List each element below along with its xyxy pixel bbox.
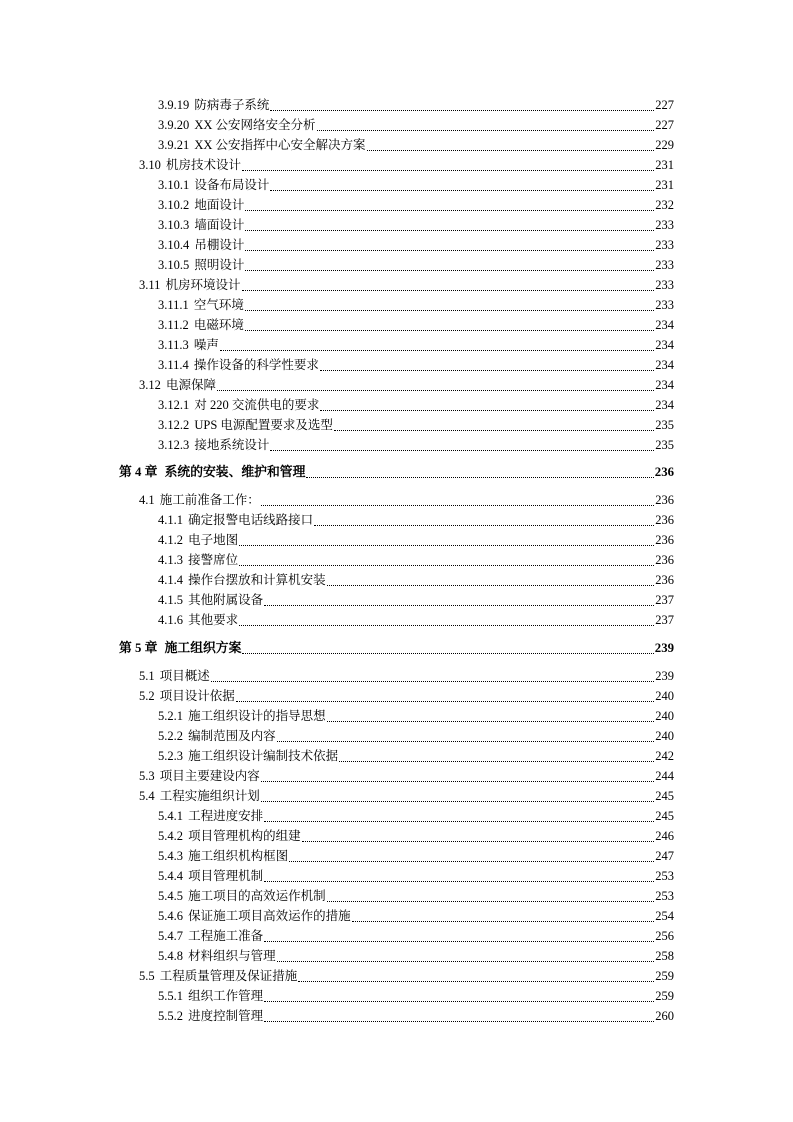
toc-page-number: 233 (655, 278, 674, 292)
toc-entry-label (158, 355, 319, 375)
toc-entry-number: 3.11.4 (158, 358, 189, 372)
toc-entry-number: 4.1.6 (158, 613, 183, 627)
toc-entry-label (158, 435, 269, 455)
toc-entry-number: 3.11.3 (158, 338, 189, 352)
toc-entry-title: 施工组织方案 (164, 641, 242, 655)
toc-page-number: 244 (655, 769, 674, 783)
toc-entry-title: 确定报警电话线路接口 (188, 513, 314, 527)
toc-entry-number: 3.12.1 (158, 398, 190, 412)
toc-entry-title: 地面设计 (194, 198, 245, 212)
toc-entry-label (139, 966, 297, 986)
toc-page-number: 245 (655, 789, 674, 803)
toc-entry-number: 5.2 (139, 689, 155, 703)
toc-entry-title: 机房环境设计 (165, 278, 241, 292)
toc-page-number: 245 (655, 809, 674, 823)
toc-entry-number: 5.4.1 (158, 809, 183, 823)
toc-entry-label (158, 395, 319, 415)
toc-entry-title: 其他要求 (188, 613, 239, 627)
toc-page-number: 259 (655, 969, 674, 983)
toc-entry[interactable] (158, 906, 674, 926)
toc-dot-leader (245, 230, 654, 231)
toc-entry-label (158, 806, 263, 826)
toc-dot-leader (242, 170, 654, 171)
toc-entry-title: 设备布局设计 (194, 178, 270, 192)
toc-entry-title: 墙面设计 (194, 218, 245, 232)
toc-entry-label (158, 510, 313, 530)
toc-dot-leader (302, 841, 655, 842)
toc-page-number: 240 (655, 709, 674, 723)
toc-entry-number: 4.1.2 (158, 533, 183, 547)
toc-page-number: 239 (655, 669, 674, 683)
toc-entry[interactable] (139, 786, 674, 806)
toc-entry-title: 进度控制管理 (188, 1009, 264, 1023)
toc-dot-leader (327, 901, 655, 902)
toc-page-number: 253 (655, 869, 674, 883)
toc-entry-number: 5.4.2 (158, 829, 183, 843)
toc-dot-leader (264, 821, 654, 822)
toc-page-number: 258 (655, 949, 674, 963)
toc-entry-title: 操作设备的科学性要求 (193, 358, 319, 372)
toc-dot-leader (320, 410, 654, 411)
toc-entry-label (158, 115, 316, 135)
toc-entry[interactable] (139, 686, 674, 706)
toc-entry[interactable] (158, 95, 674, 115)
toc-page-number: 254 (655, 909, 674, 923)
toc-entry-number: 3.9.20 (158, 118, 190, 132)
toc-entry-title: 材料组织与管理 (188, 949, 276, 963)
toc-dot-leader (245, 250, 654, 251)
toc-entry-number: 4.1.1 (158, 513, 183, 527)
toc-dot-leader (242, 653, 653, 654)
toc-entry-label (139, 490, 260, 510)
toc-entry-label (158, 215, 244, 235)
toc-entry-title: 其他附属设备 (188, 593, 264, 607)
toc-page-number: 260 (655, 1009, 674, 1023)
toc-entry-number: 3.10.2 (158, 198, 190, 212)
toc-entry-number: 第 4 章 (119, 465, 158, 479)
toc-entry-label (158, 886, 326, 906)
toc-dot-leader (270, 190, 654, 191)
toc-entry[interactable] (158, 590, 674, 610)
toc-entry-title: 项目设计依据 (159, 689, 235, 703)
toc-entry-number: 3.12 (139, 378, 161, 392)
toc-entry-label (158, 946, 276, 966)
toc-entry-number: 4.1.5 (158, 593, 183, 607)
toc-dot-leader (327, 721, 655, 722)
toc-page-number: 234 (655, 398, 674, 412)
toc-page-number: 234 (655, 318, 674, 332)
toc-dot-leader (320, 370, 654, 371)
toc-entry-title: 噪声 (193, 338, 219, 352)
toc-page-number: 239 (654, 641, 674, 655)
toc-entry-number: 3.11.2 (158, 318, 189, 332)
toc-entry[interactable] (158, 415, 674, 435)
toc-dot-leader (264, 1001, 654, 1002)
toc-entry-title: 编制范围及内容 (188, 729, 276, 743)
toc-entry-title: 吊棚设计 (194, 238, 245, 252)
toc-page-number: 235 (655, 438, 674, 452)
toc-entry-number: 5.4.4 (158, 869, 183, 883)
toc-dot-leader (245, 330, 654, 331)
toc-page-number: 231 (655, 178, 674, 192)
toc-entry-title: 工程施工准备 (188, 929, 264, 943)
toc-entry-number: 3.10 (139, 158, 161, 172)
toc-entry[interactable] (139, 490, 674, 510)
toc-entry-title: 项目主要建设内容 (159, 769, 260, 783)
toc-page-number: 253 (655, 889, 674, 903)
toc-entry-number: 5.4.7 (158, 929, 183, 943)
toc-chapter-entry[interactable] (119, 638, 674, 658)
toc-dot-leader (245, 310, 654, 311)
toc-page-number: 233 (655, 298, 674, 312)
toc-entry[interactable] (158, 255, 674, 275)
toc-entry-label (158, 986, 263, 1006)
toc-entry[interactable] (158, 886, 674, 906)
toc-entry-label (139, 666, 210, 686)
toc-entry-title: 操作台摆放和计算机安装 (188, 573, 326, 587)
toc-entry-number: 5.3 (139, 769, 155, 783)
toc-entry-label (158, 335, 219, 355)
toc-entry[interactable] (158, 315, 674, 335)
toc-entry[interactable] (158, 235, 674, 255)
toc-entry[interactable] (158, 726, 674, 746)
toc-entry-number: 3.12.3 (158, 438, 190, 452)
toc-page-number: 240 (655, 729, 674, 743)
toc-entry[interactable] (158, 530, 674, 550)
toc-entry-title: 施工组织设计编制技术依据 (188, 749, 339, 763)
toc-dot-leader (264, 941, 654, 942)
toc-dot-leader (245, 270, 654, 271)
toc-entry-title: 电源保障 (166, 378, 217, 392)
toc-page-number: 234 (655, 358, 674, 372)
toc-entry-title: 接警席位 (188, 553, 239, 567)
toc-entry-title: 项目管理机构的组建 (188, 829, 301, 843)
toc-entry-title: 对 220 交流供电的要求 (194, 398, 320, 412)
toc-dot-leader (352, 921, 655, 922)
toc-page-number: 236 (655, 513, 674, 527)
toc-entry[interactable] (158, 115, 674, 135)
toc-entry-label (139, 375, 216, 395)
toc-dot-leader (261, 801, 654, 802)
toc-dot-leader (239, 545, 654, 546)
toc-entry[interactable] (158, 746, 674, 766)
toc-page-number: 234 (655, 338, 674, 352)
toc-dot-leader (277, 961, 655, 962)
toc-entry-number: 3.11 (139, 278, 161, 292)
toc-entry[interactable] (139, 766, 674, 786)
toc-entry-label (158, 255, 244, 275)
toc-entry[interactable] (158, 215, 674, 235)
toc-entry-number: 5.4.8 (158, 949, 183, 963)
toc-page-number: 232 (655, 198, 674, 212)
toc-page-number: 227 (655, 118, 674, 132)
toc-entry-number: 5.1 (139, 669, 155, 683)
toc-entry-number: 5.2.1 (158, 709, 183, 723)
toc-entry-number: 4.1 (139, 493, 155, 507)
toc-entry-label (158, 706, 326, 726)
toc-entry-title: XX 公安网络安全分析 (194, 118, 316, 132)
toc-entry[interactable] (158, 175, 674, 195)
toc-dot-leader (264, 881, 654, 882)
toc-entry-number: 3.9.19 (158, 98, 190, 112)
toc-dot-leader (264, 605, 654, 606)
toc-entry-number: 3.10.5 (158, 258, 190, 272)
toc-page-number: 234 (655, 378, 674, 392)
toc-entry-title: 项目概述 (159, 669, 210, 683)
toc-entry-title: 系统的安装、维护和管理 (164, 465, 306, 479)
toc-entry[interactable] (158, 866, 674, 886)
toc-dot-leader (367, 150, 655, 151)
toc-entry-number: 3.10.4 (158, 238, 190, 252)
toc-entry-number: 3.10.3 (158, 218, 190, 232)
toc-dot-leader (261, 781, 654, 782)
toc-page-number: 231 (655, 158, 674, 172)
toc-dot-leader (239, 565, 654, 566)
toc-dot-leader (314, 525, 654, 526)
toc-entry[interactable] (158, 846, 674, 866)
toc-entry[interactable] (158, 806, 674, 826)
toc-page-number: 236 (655, 533, 674, 547)
toc-entry-title: 电子地图 (188, 533, 239, 547)
toc-entry[interactable] (158, 355, 674, 375)
toc-entry-title: 照明设计 (194, 258, 245, 272)
toc-page-number: 242 (655, 749, 674, 763)
toc-entry-label (158, 726, 276, 746)
toc-entry[interactable] (158, 706, 674, 726)
toc-entry-label (158, 610, 238, 630)
toc-dot-leader (327, 585, 655, 586)
toc-entry-number: 3.10.1 (158, 178, 190, 192)
toc-entry-number: 5.5.2 (158, 1009, 183, 1023)
toc-entry-number: 3.9.21 (158, 138, 190, 152)
toc-entry-title: 工程进度安排 (188, 809, 264, 823)
toc-entry-label (119, 462, 305, 482)
toc-entry-label (139, 155, 241, 175)
toc-page-number: 236 (654, 465, 674, 479)
toc-entry-title: 接地系统设计 (194, 438, 270, 452)
toc-chapter-entry[interactable] (119, 462, 674, 482)
toc-entry[interactable] (139, 275, 674, 295)
toc-entry-label (158, 295, 244, 315)
toc-entry-title: 组织工作管理 (188, 989, 264, 1003)
toc-page-number: 246 (655, 829, 674, 843)
toc-entry-label (158, 906, 351, 926)
toc-page-number: 233 (655, 258, 674, 272)
toc-entry-label (139, 786, 260, 806)
toc-entry-label (139, 686, 235, 706)
toc-entry[interactable] (158, 570, 674, 590)
toc-entry[interactable] (158, 295, 674, 315)
toc-entry-label (158, 315, 244, 335)
toc-entry-label (139, 275, 241, 295)
toc-dot-leader (217, 390, 654, 391)
toc-entry[interactable] (158, 926, 674, 946)
toc-dot-leader (242, 290, 655, 291)
toc-dot-leader (298, 981, 654, 982)
toc-entry-title: 施工组织设计的指导思想 (188, 709, 326, 723)
toc-dot-leader (211, 681, 654, 682)
toc-page-number: 233 (655, 238, 674, 252)
toc-entry-label (158, 175, 269, 195)
toc-entry[interactable] (158, 1006, 674, 1026)
toc-entry-label (158, 866, 263, 886)
toc-entry-label (158, 195, 244, 215)
toc-entry[interactable] (158, 826, 674, 846)
toc-entry[interactable] (139, 375, 674, 395)
toc-dot-leader (277, 741, 655, 742)
toc-entry[interactable] (158, 550, 674, 570)
toc-entry-label (158, 95, 269, 115)
toc-entry-number: 5.5 (139, 969, 155, 983)
toc-entry-title: 施工前准备工作： (159, 493, 260, 507)
toc-entry[interactable] (139, 666, 674, 686)
toc-entry-label (139, 766, 260, 786)
toc-dot-leader (245, 210, 654, 211)
toc-dot-leader (239, 625, 654, 626)
toc-entry-title: 机房技术设计 (166, 158, 242, 172)
toc-dot-leader (317, 130, 655, 131)
toc-entry-number: 5.5.1 (158, 989, 183, 1003)
toc-entry-title: 电磁环境 (193, 318, 244, 332)
toc-page-number: 236 (655, 573, 674, 587)
toc-entry-title: 工程实施组织计划 (159, 789, 260, 803)
toc-entry-title: 空气环境 (193, 298, 244, 312)
toc-entry[interactable] (158, 395, 674, 415)
toc-entry-number: 5.2.2 (158, 729, 183, 743)
toc-entry-label (158, 926, 263, 946)
toc-entry-number: 4.1.4 (158, 573, 183, 587)
toc-entry-label (158, 550, 238, 570)
toc-page-number: 259 (655, 989, 674, 1003)
toc-entry-number: 5.4.3 (158, 849, 183, 863)
toc-entry-number: 5.2.3 (158, 749, 183, 763)
toc-page-number: 247 (655, 849, 674, 863)
toc-page-number: 236 (655, 553, 674, 567)
toc-entry-number: 3.11.1 (158, 298, 189, 312)
toc-entry-label (158, 415, 333, 435)
toc-dot-leader (339, 761, 654, 762)
toc-entry-title: 施工组织机构框图 (188, 849, 289, 863)
toc-entry-label (119, 638, 241, 658)
toc-entry[interactable] (139, 155, 674, 175)
toc-entry-title: XX 公安指挥中心安全解决方案 (194, 138, 366, 152)
toc-entry-title: UPS 电源配置要求及选型 (194, 418, 333, 432)
toc-dot-leader (236, 701, 654, 702)
toc-entry-label (158, 235, 244, 255)
toc-dot-leader (270, 110, 654, 111)
toc-dot-leader (289, 861, 654, 862)
toc-page-number: 240 (655, 689, 674, 703)
toc-entry-label (158, 570, 326, 590)
toc-entry[interactable] (158, 986, 674, 1006)
toc-entry-label (158, 826, 301, 846)
toc-entry-number: 5.4.5 (158, 889, 183, 903)
toc-entry-title: 项目管理机制 (188, 869, 264, 883)
toc-entry-title: 保证施工项目高效运作的措施 (188, 909, 351, 923)
toc-dot-leader (270, 450, 654, 451)
toc-entry[interactable] (158, 610, 674, 630)
toc-entry-number: 4.1.3 (158, 553, 183, 567)
toc-entry-label (158, 135, 366, 155)
toc-entry-label (158, 746, 338, 766)
toc-dot-leader (264, 1021, 654, 1022)
toc-page-number: 236 (655, 493, 674, 507)
toc-entry-number: 第 5 章 (119, 641, 158, 655)
toc-entry[interactable] (158, 195, 674, 215)
toc-entry-number: 5.4.6 (158, 909, 183, 923)
toc-dot-leader (261, 505, 654, 506)
toc-page-number: 256 (655, 929, 674, 943)
toc-page-number: 227 (655, 98, 674, 112)
toc-entry-title: 工程质量管理及保证措施 (159, 969, 298, 983)
toc-entry-label (158, 530, 238, 550)
toc-entry-title: 施工项目的高效运作机制 (188, 889, 326, 903)
toc-entry-label (158, 1006, 263, 1026)
toc-entry-number: 5.4 (139, 789, 155, 803)
toc-page-number: 237 (655, 593, 674, 607)
toc-page-number: 235 (655, 418, 674, 432)
toc-entry[interactable] (158, 135, 674, 155)
toc-entry-number: 3.12.2 (158, 418, 190, 432)
toc-entry-label (158, 590, 263, 610)
toc-dot-leader (334, 430, 654, 431)
toc-entry[interactable] (139, 966, 674, 986)
toc-entry-title: 防病毒子系统 (194, 98, 270, 112)
toc-entry[interactable] (158, 435, 674, 455)
toc-entry[interactable] (158, 510, 674, 530)
toc-dot-leader (220, 350, 654, 351)
toc-entry[interactable] (158, 335, 674, 355)
toc-entry[interactable] (158, 946, 674, 966)
toc-page-number: 229 (655, 138, 674, 152)
toc-entry-label (158, 846, 288, 866)
toc-page-number: 233 (655, 218, 674, 232)
toc-page-number: 237 (655, 613, 674, 627)
toc-dot-leader (306, 477, 653, 478)
